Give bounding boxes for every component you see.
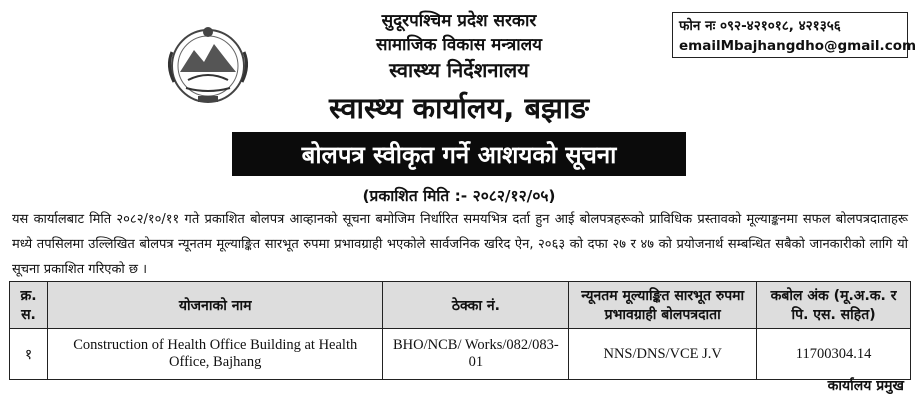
notice-title: बोलपत्र स्वीकृत गर्ने आशयको सूचना	[301, 140, 617, 169]
province-government-line: सुदूरपश्चिम प्रदेश सरकार	[381, 11, 537, 31]
notice-body: यस कार्यालबाट मिति २०८२/१०/११ गते प्रकाशित बोलपत्र आव्हानको सूचना बमोजिम निर्धारित समयभित्र दर्ता हुन आई बोलपत्रहरूको प्राविधिक प्रस्तावको मूल्याङ्कनमा सफल बोलपत्रदाताहरू मध्ये तपसिलमा उल्लिखित बोलपत्र न्यूनतम मूल्याङ्कित सारभूत रुपमा प्रभावग्राही भएकोले सार्वजनिक खरिद ऐन, २०६३ को दफा २७ र ४७ को प्रयोजनार्थ सम्बन्धित सबैको जानकारीको लागि यो सूचना प्रकाशित गरिएको छ ।	[12, 212, 908, 277]
col-header-bidder: न्यूनतम मूल्याङ्कित सारभूत रुपमा प्रभावग्राही बोलपत्रदाता	[569, 282, 757, 329]
published-date: (प्रकाशित मिति :- २०८२/१२/०५)	[362, 187, 556, 205]
ministry-line: सामाजिक विकास मन्त्रालय	[375, 35, 543, 55]
directorate-line: स्वास्थ्य निर्देशनालय	[389, 58, 529, 82]
table-row	[10, 329, 911, 380]
cell-contract: BHO/NCB/ Works/082/083-01	[383, 329, 569, 380]
email-address: emailMbajhangdho@gmail.com	[679, 38, 917, 54]
col-header-sn: क्र. स.	[10, 282, 48, 329]
cell-bidder: NNS/DNS/VCE J.V	[569, 329, 757, 380]
office-chief-signature: कार्यालय प्रमुख	[827, 378, 904, 394]
col-header-amount: कबोल अंक (मू.अ.क. र पि. एस. सहित)	[757, 282, 911, 329]
contact-box	[672, 12, 917, 58]
cell-amount: 11700304.14	[757, 329, 911, 380]
office-name: स्वास्थ्य कार्यालय, बझाङ	[329, 91, 589, 125]
col-header-project: योजनाको नाम	[47, 282, 382, 329]
col-header-contract: ठेक्का नं.	[383, 282, 569, 329]
table-header-row	[10, 282, 911, 329]
bid-table	[9, 281, 911, 380]
cell-sn: १	[10, 329, 48, 380]
cell-project: Construction of Health Office Building at Health Office, Bajhang	[47, 329, 382, 380]
phone-number: फोन नः ०९२-४२१०१८, ४२१३५६	[679, 18, 841, 34]
notice-title-banner	[232, 132, 686, 176]
